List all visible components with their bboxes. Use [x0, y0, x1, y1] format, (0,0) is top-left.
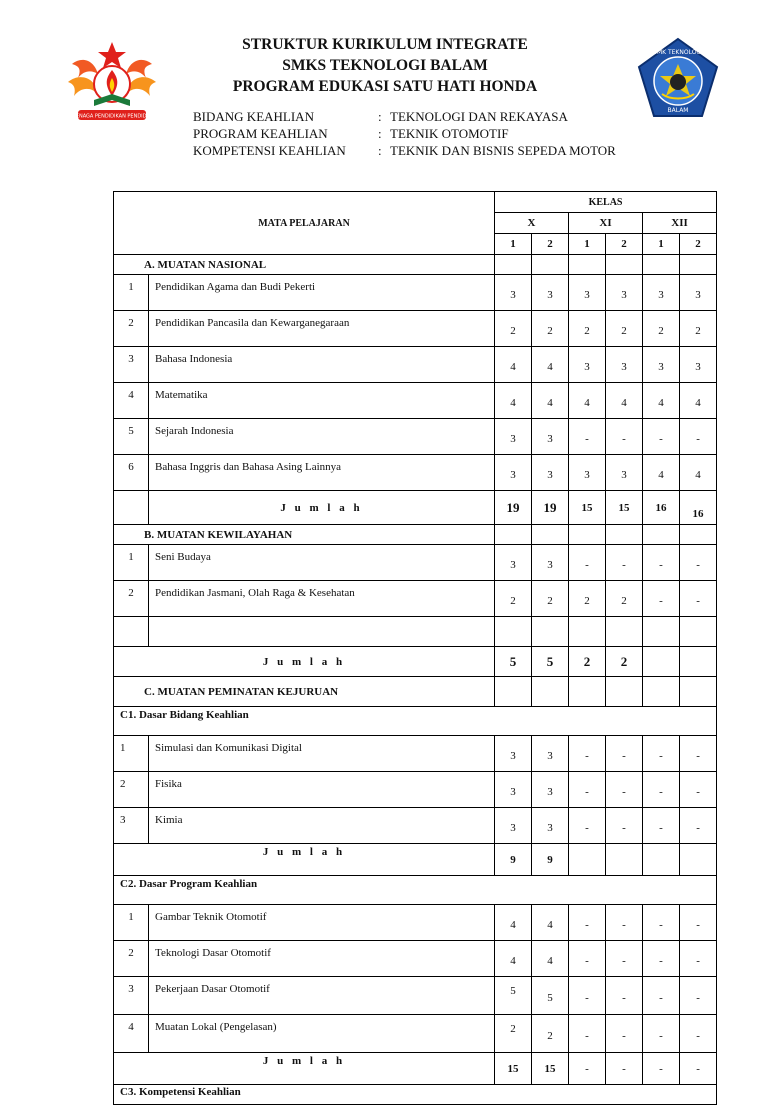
- value-cell: 4: [680, 383, 717, 419]
- value-cell: -: [643, 1015, 680, 1053]
- subject-name: Simulasi dan Komunikasi Digital: [149, 736, 495, 772]
- value-cell: -: [680, 736, 717, 772]
- value-cell: 2: [532, 581, 569, 617]
- subject-name: Fisika: [149, 772, 495, 808]
- value-cell: 3: [606, 275, 643, 311]
- value-cell: 5: [495, 977, 532, 1015]
- value-cell: 3: [532, 772, 569, 808]
- jumlah-label: J u m l a h: [114, 647, 495, 677]
- value-cell: 2: [606, 581, 643, 617]
- subject-name: Teknologi Dasar Otomotif: [149, 941, 495, 977]
- info-row: [193, 142, 616, 159]
- row-number: 3: [114, 977, 149, 1015]
- info-value: TEKNIK OTOMOTIF: [390, 126, 509, 141]
- group-title-c1: C1. Dasar Bidang Keahlian: [114, 707, 717, 736]
- total-cell: 5: [532, 647, 569, 677]
- value-cell: 3: [532, 419, 569, 455]
- total-cell: 9: [495, 844, 532, 876]
- section-row: [114, 255, 717, 275]
- table-row: [114, 772, 717, 808]
- value-cell: -: [643, 772, 680, 808]
- row-number: 1: [114, 905, 149, 941]
- total-cell: [680, 647, 717, 677]
- emblem-bottom-text: BALAM: [667, 107, 689, 114]
- info-value: TEKNOLOGI DAN REKAYASA: [390, 109, 568, 124]
- value-cell: -: [680, 581, 717, 617]
- value-cell: 3: [606, 347, 643, 383]
- subject-name: Sejarah Indonesia: [149, 419, 495, 455]
- grade-xi: XI: [569, 213, 643, 234]
- value-cell: -: [680, 808, 717, 844]
- total-row: [114, 491, 717, 525]
- value-cell: -: [569, 545, 606, 581]
- jumlah-label: J u m l a h: [114, 844, 495, 876]
- row-number: 3: [114, 347, 149, 383]
- group-row: [114, 876, 717, 905]
- value-cell: -: [606, 736, 643, 772]
- table-row: [114, 941, 717, 977]
- value-cell: 2: [495, 311, 532, 347]
- table-row: [114, 808, 717, 844]
- section-row: [114, 525, 717, 545]
- value-cell: -: [569, 772, 606, 808]
- value-cell: 3: [495, 736, 532, 772]
- subject-name: Pendidikan Pancasila dan Kewarganegaraan: [149, 311, 495, 347]
- row-number: 1: [114, 275, 149, 311]
- row-number: 1: [114, 736, 149, 772]
- value-cell: -: [606, 1015, 643, 1053]
- value-cell: 3: [643, 275, 680, 311]
- value-cell: 4: [643, 455, 680, 491]
- info-key: PROGRAM KEAHLIAN: [193, 126, 328, 141]
- value-cell: 2: [569, 311, 606, 347]
- value-cell: 2: [643, 311, 680, 347]
- row-number: 3: [114, 808, 149, 844]
- jumlah-label: J u m l a h: [149, 491, 495, 525]
- value-cell: -: [680, 1015, 717, 1053]
- value-cell: -: [606, 808, 643, 844]
- school-emblem-right: [636, 36, 720, 122]
- info-key: KOMPETENSI KEAHLIAN: [193, 143, 346, 158]
- total-cell: 5: [495, 647, 532, 677]
- table-row: [114, 419, 717, 455]
- value-cell: 4: [569, 383, 606, 419]
- value-cell: -: [569, 419, 606, 455]
- row-number: 2: [114, 311, 149, 347]
- col-header-kelas: KELAS: [495, 192, 717, 213]
- value-cell: 3: [569, 347, 606, 383]
- value-cell: -: [643, 808, 680, 844]
- value-cell: 4: [643, 383, 680, 419]
- total-cell: 16: [680, 491, 717, 525]
- emblem-caption: TENAGA PENDIDIKAN PENDIDIK: [72, 113, 152, 120]
- value-cell: 2: [532, 311, 569, 347]
- value-cell: 4: [495, 383, 532, 419]
- value-cell: -: [643, 581, 680, 617]
- value-cell: -: [569, 977, 606, 1015]
- total-cell: -: [569, 1053, 606, 1085]
- semester-cell: 2: [606, 234, 643, 255]
- value-cell: -: [643, 977, 680, 1015]
- value-cell: -: [643, 941, 680, 977]
- subject-name: Pendidikan Jasmani, Olah Raga & Kesehatan: [149, 581, 495, 617]
- value-cell: 2: [495, 1015, 532, 1053]
- subject-name: Muatan Lokal (Pengelasan): [149, 1015, 495, 1053]
- total-cell: 9: [532, 844, 569, 876]
- total-cell: 15: [495, 1053, 532, 1085]
- total-row: [114, 1053, 717, 1085]
- value-cell: 3: [495, 419, 532, 455]
- group-row: [114, 707, 717, 736]
- value-cell: 5: [532, 977, 569, 1015]
- value-cell: -: [569, 941, 606, 977]
- subject-name: Pekerjaan Dasar Otomotif: [149, 977, 495, 1015]
- section-row: [114, 677, 717, 707]
- total-cell: -: [643, 1053, 680, 1085]
- title-line-2: SMKS TEKNOLOGI BALAM: [282, 57, 488, 74]
- section-title-b: B. MUATAN KEWILAYAHAN: [144, 528, 293, 541]
- value-cell: 3: [495, 545, 532, 581]
- table-row: [114, 1015, 717, 1053]
- title-line-3: PROGRAM EDUKASI SATU HATI HONDA: [232, 78, 538, 95]
- semester-cell: 2: [532, 234, 569, 255]
- total-cell: [569, 844, 606, 876]
- table-row: [114, 311, 717, 347]
- jumlah-label: J u m l a h: [114, 1053, 495, 1085]
- value-cell: 3: [532, 545, 569, 581]
- value-cell: -: [643, 736, 680, 772]
- info-sep: :: [378, 143, 382, 158]
- value-cell: 3: [495, 808, 532, 844]
- row-number: 1: [114, 545, 149, 581]
- header-row: [114, 192, 717, 213]
- value-cell: 2: [495, 581, 532, 617]
- info-key: BIDANG KEAHLIAN: [193, 109, 314, 124]
- value-cell: 4: [495, 941, 532, 977]
- subject-name: Pendidikan Agama dan Budi Pekerti: [149, 275, 495, 311]
- group-title-c3: C3. Kompetensi Keahlian: [114, 1085, 717, 1105]
- total-cell: 19: [532, 491, 569, 525]
- emblem-top-text: SMK TEKNOLOGI: [653, 49, 703, 56]
- subject-name: Kimia: [149, 808, 495, 844]
- value-cell: 3: [532, 275, 569, 311]
- value-cell: -: [606, 419, 643, 455]
- table-row: [114, 455, 717, 491]
- group-row: [114, 1085, 717, 1105]
- row-number: 4: [114, 383, 149, 419]
- value-cell: -: [569, 905, 606, 941]
- value-cell: 2: [606, 311, 643, 347]
- title-line-1: STRUKTUR KURIKULUM INTEGRATE: [242, 36, 528, 53]
- value-cell: 3: [680, 347, 717, 383]
- value-cell: 3: [532, 736, 569, 772]
- value-cell: 2: [569, 581, 606, 617]
- value-cell: -: [680, 772, 717, 808]
- value-cell: 4: [532, 347, 569, 383]
- value-cell: 4: [532, 383, 569, 419]
- table-row: [114, 545, 717, 581]
- info-sep: :: [378, 109, 382, 124]
- semester-cell: 1: [569, 234, 606, 255]
- info-value: TEKNIK DAN BISNIS SEPEDA MOTOR: [390, 143, 616, 158]
- grade-x: X: [495, 213, 569, 234]
- total-cell: 15: [532, 1053, 569, 1085]
- value-cell: -: [606, 977, 643, 1015]
- table-row: [114, 581, 717, 617]
- semester-cell: 1: [495, 234, 532, 255]
- curriculum-table: [113, 191, 717, 1105]
- total-cell: 2: [569, 647, 606, 677]
- value-cell: -: [569, 736, 606, 772]
- value-cell: 3: [680, 275, 717, 311]
- info-row: [193, 125, 616, 142]
- value-cell: -: [643, 545, 680, 581]
- value-cell: 2: [532, 1015, 569, 1053]
- row-number: 5: [114, 419, 149, 455]
- value-cell: 3: [569, 455, 606, 491]
- value-cell: -: [569, 808, 606, 844]
- value-cell: -: [606, 545, 643, 581]
- school-emblem-left: [64, 34, 160, 130]
- row-number: 2: [114, 772, 149, 808]
- total-cell: -: [606, 1053, 643, 1085]
- subject-name: Seni Budaya: [149, 545, 495, 581]
- value-cell: 3: [532, 808, 569, 844]
- total-cell: -: [680, 1053, 717, 1085]
- total-cell: 15: [606, 491, 643, 525]
- total-cell: [606, 844, 643, 876]
- value-cell: 3: [495, 455, 532, 491]
- total-cell: 16: [643, 491, 680, 525]
- value-cell: 3: [495, 772, 532, 808]
- row-number: 6: [114, 455, 149, 491]
- table-row: [114, 275, 717, 311]
- total-cell: 15: [569, 491, 606, 525]
- value-cell: 4: [495, 347, 532, 383]
- value-cell: -: [606, 905, 643, 941]
- group-title-c2: C2. Dasar Program Keahlian: [114, 876, 717, 905]
- value-cell: 3: [606, 455, 643, 491]
- table-row: [114, 347, 717, 383]
- total-cell: [680, 844, 717, 876]
- table-row: [114, 905, 717, 941]
- subject-name: Matematika: [149, 383, 495, 419]
- value-cell: -: [680, 419, 717, 455]
- info-row: [193, 108, 616, 125]
- subject-name: Bahasa Indonesia: [149, 347, 495, 383]
- total-row: [114, 647, 717, 677]
- value-cell: 2: [680, 311, 717, 347]
- value-cell: 3: [643, 347, 680, 383]
- value-cell: -: [606, 941, 643, 977]
- table-row: [114, 977, 717, 1015]
- value-cell: 4: [680, 455, 717, 491]
- row-number: 2: [114, 581, 149, 617]
- subject-name: Gambar Teknik Otomotif: [149, 905, 495, 941]
- value-cell: 4: [495, 905, 532, 941]
- program-info: [193, 108, 616, 159]
- subject-name: Bahasa Inggris dan Bahasa Asing Lainnya: [149, 455, 495, 491]
- grade-xii: XII: [643, 213, 717, 234]
- total-cell: 2: [606, 647, 643, 677]
- table-row: [114, 383, 717, 419]
- value-cell: 4: [532, 941, 569, 977]
- row-number: 4: [114, 1015, 149, 1053]
- value-cell: 4: [532, 905, 569, 941]
- value-cell: -: [569, 1015, 606, 1053]
- col-header-subject: MATA PELAJARAN: [114, 192, 495, 255]
- section-title-c: C. MUATAN PEMINATAN KEJURUAN: [144, 685, 339, 698]
- value-cell: -: [680, 545, 717, 581]
- info-sep: :: [378, 126, 382, 141]
- document-title: [150, 34, 620, 97]
- value-cell: 4: [606, 383, 643, 419]
- value-cell: -: [680, 977, 717, 1015]
- row-number: 2: [114, 941, 149, 977]
- semester-cell: 1: [643, 234, 680, 255]
- value-cell: -: [643, 419, 680, 455]
- value-cell: -: [680, 941, 717, 977]
- value-cell: 3: [569, 275, 606, 311]
- value-cell: 3: [495, 275, 532, 311]
- semester-cell: 2: [680, 234, 717, 255]
- table-row: [114, 736, 717, 772]
- value-cell: -: [606, 772, 643, 808]
- value-cell: 3: [532, 455, 569, 491]
- total-cell: [643, 844, 680, 876]
- value-cell: -: [643, 905, 680, 941]
- section-title-a: A. MUATAN NASIONAL: [144, 258, 267, 271]
- empty-row: [114, 617, 717, 647]
- value-cell: -: [680, 905, 717, 941]
- total-cell: [643, 647, 680, 677]
- total-cell: 19: [495, 491, 532, 525]
- total-row: [114, 844, 717, 876]
